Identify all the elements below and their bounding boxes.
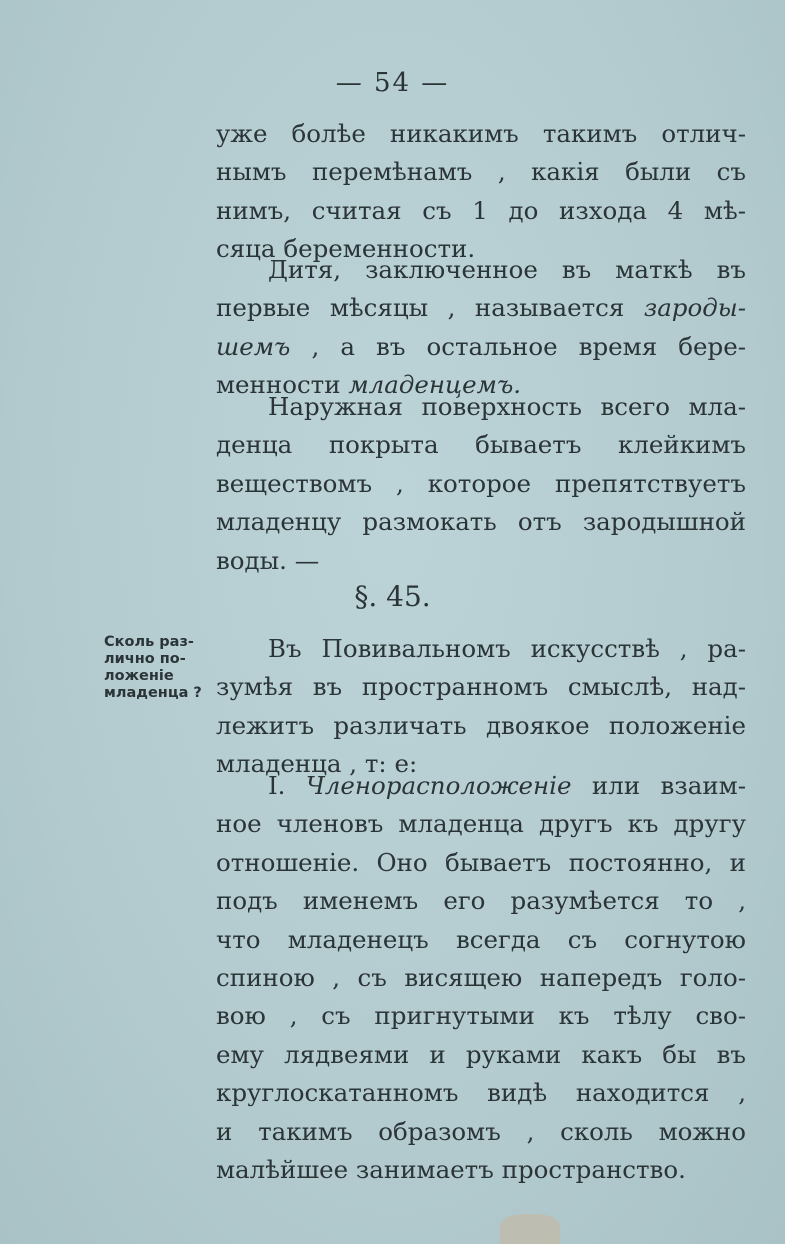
paragraph-2 bbox=[216, 251, 746, 405]
text-line: что младенецъ всегда съ согнутою bbox=[216, 924, 746, 954]
margin-note bbox=[104, 634, 224, 702]
text-span: , а въ остальное время бере- bbox=[290, 331, 746, 361]
text-line: нымъ перемѣнамъ , какія были съ bbox=[216, 157, 746, 187]
text-line: круглоскатанномъ видѣ находится , bbox=[216, 1078, 746, 1108]
paragraph-1 bbox=[216, 115, 746, 269]
paragraph-3 bbox=[216, 388, 746, 580]
text-line: ное членовъ младенца другъ къ другу bbox=[216, 809, 746, 839]
text-line: отношеніе. Оно бываетъ постоянно, и bbox=[216, 847, 746, 877]
paragraph-5 bbox=[216, 767, 746, 1189]
text-line bbox=[216, 328, 746, 366]
text-line: и такимъ образомъ , сколь можно bbox=[216, 1116, 746, 1146]
text-line: младенцу размокать отъ зародышной bbox=[216, 507, 746, 537]
text-span: или взаим- bbox=[571, 771, 746, 800]
text-line: Дитя, заключенное въ маткѣ въ bbox=[268, 255, 746, 284]
margin-note-line: ложеніе bbox=[104, 668, 174, 684]
text-line: подъ именемъ его разумѣется то , bbox=[216, 886, 746, 916]
text-line: уже болѣе никакимъ такимъ отлич- bbox=[216, 119, 746, 148]
text-span: менности bbox=[216, 370, 349, 400]
text-line: зумѣя въ пространномъ смыслѣ, над- bbox=[216, 672, 746, 702]
text-line: нимъ, считая съ 1 до изхода 4 мѣ- bbox=[216, 195, 746, 225]
text-line: денца покрыта бываетъ клейкимъ bbox=[216, 430, 746, 460]
text-line: ему лядвеями и руками какъ бы въ bbox=[216, 1039, 746, 1069]
page-number: — 54 — bbox=[335, 68, 450, 98]
text-line bbox=[216, 767, 746, 805]
margin-note-line: лично по- bbox=[104, 651, 186, 667]
text-span: I. bbox=[268, 771, 306, 800]
text-line: воды. — bbox=[216, 545, 320, 575]
text-line bbox=[216, 289, 746, 327]
italic-term: младенцемъ. bbox=[348, 370, 522, 400]
section-heading: §. 45. bbox=[354, 580, 431, 613]
paper-stain bbox=[500, 1214, 560, 1244]
text-line: лежитъ различать двоякое положеніе bbox=[216, 710, 746, 740]
text-line: спиною , съ висящею напередъ голо- bbox=[216, 963, 746, 993]
text-line: Въ Повивальномъ искусствѣ , ра- bbox=[268, 634, 746, 663]
text-line: веществомъ , которое препятствуетъ bbox=[216, 468, 746, 498]
text-line: малѣйшее занимаетъ пространство. bbox=[216, 1155, 686, 1185]
italic-term: Членорасположеніе bbox=[305, 771, 572, 800]
italic-term: зароды- bbox=[643, 293, 746, 323]
margin-note-line: младенца ? bbox=[104, 685, 202, 701]
paragraph-4 bbox=[216, 630, 746, 784]
italic-term: шемъ bbox=[216, 331, 291, 361]
text-line: сяца беременности. bbox=[216, 234, 476, 264]
text-line: младенца , т: е: bbox=[216, 749, 418, 779]
text-line: вою , съ пригнутыми къ тѣлу сво- bbox=[216, 1001, 746, 1031]
margin-note-line: Сколь раз- bbox=[104, 634, 194, 650]
text-span: первые мѣсяцы , называется bbox=[216, 293, 644, 323]
text-line: Наружная поверхность всего мла- bbox=[268, 392, 746, 421]
